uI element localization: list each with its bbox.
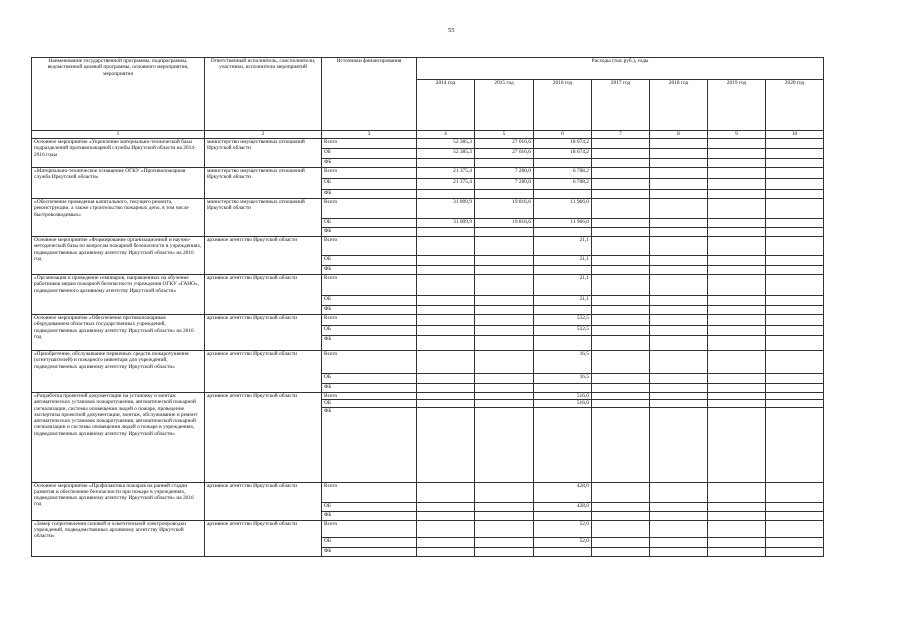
amount-y2016: 6 708,2	[534, 168, 592, 179]
funding-source: ФБ	[322, 511, 417, 520]
amount-empty	[650, 159, 708, 168]
funding-source: ОБ	[322, 502, 417, 511]
amount-y2014	[417, 326, 475, 336]
funding-source: ФБ	[322, 266, 417, 275]
header-expenses: Расходы (тыс.руб.), годы	[417, 58, 824, 80]
amount-empty	[708, 168, 766, 179]
amount-y2015	[475, 393, 534, 400]
amount-empty	[766, 168, 824, 179]
funding-source: ОБ	[322, 537, 417, 547]
amount-y2015	[475, 520, 534, 537]
amount-empty	[766, 296, 824, 306]
amount-empty	[650, 336, 708, 351]
header-executor: Ответственный исполнитель, соисполнители, участники, исполнители мероприятий	[205, 58, 322, 131]
amount-empty	[708, 228, 766, 237]
amount-y2014	[417, 256, 475, 266]
amount-y2015	[475, 296, 534, 306]
funding-source: Всего	[322, 351, 417, 374]
amount-empty	[592, 520, 650, 537]
amount-empty	[708, 400, 766, 407]
funding-source: ОБ	[322, 400, 417, 407]
amount-y2015	[475, 190, 534, 199]
amount-y2014	[417, 384, 475, 393]
amount-y2016: 16,5	[534, 351, 592, 374]
amount-empty	[592, 275, 650, 296]
header-year: 2014 год	[417, 80, 475, 131]
amount-empty	[766, 520, 824, 537]
amount-empty	[650, 266, 708, 275]
funding-source: ОБ	[322, 149, 417, 159]
amount-y2016: 52,0	[534, 520, 592, 537]
amount-empty	[766, 179, 824, 190]
amount-y2015	[475, 237, 534, 256]
amount-y2016	[534, 407, 592, 482]
amount-empty	[650, 315, 708, 326]
funding-source: Всего	[322, 139, 417, 149]
measure-executor: министерство имущественных отношений Иркутской области	[205, 139, 322, 168]
amount-y2015: 27 016,6	[475, 149, 534, 159]
amount-empty	[708, 547, 766, 556]
amount-y2016: 532,5	[534, 326, 592, 336]
table-row	[32, 393, 824, 400]
budget-table	[31, 57, 824, 557]
amount-empty	[592, 511, 650, 520]
amount-y2014	[417, 351, 475, 374]
amount-empty	[650, 374, 708, 384]
amount-y2015: 27 016,6	[475, 139, 534, 149]
header-year: 2016 год	[534, 80, 592, 131]
amount-y2014	[417, 315, 475, 326]
amount-empty	[708, 199, 766, 219]
amount-empty	[650, 520, 708, 537]
amount-empty	[766, 315, 824, 326]
amount-empty	[708, 139, 766, 149]
column-number: 9	[708, 131, 766, 139]
amount-empty	[592, 482, 650, 502]
amount-y2016: 16,5	[534, 374, 592, 384]
funding-source: ОБ	[322, 296, 417, 306]
amount-empty	[708, 502, 766, 511]
amount-empty	[766, 537, 824, 547]
measure-name: «Обеспечение проведения капитального, текущего ремонта, реконструкции, а также строительство пожарных депо, в том числе быстровозводимых»	[32, 199, 205, 237]
column-number: 7	[592, 131, 650, 139]
amount-y2016	[534, 228, 592, 237]
funding-source: ФБ	[322, 384, 417, 393]
table-row	[32, 482, 824, 502]
amount-empty	[766, 336, 824, 351]
funding-source: ФБ	[322, 407, 417, 482]
measure-name: Основное мероприятие «Формирование организационной и научно-методической базы по вопросам пожарной безопасности в учреждениях, подведомственных архивному агентству Иркутской области» на 2016 год	[32, 237, 205, 275]
column-number: 2	[205, 131, 322, 139]
amount-empty	[708, 306, 766, 315]
measure-name: Основное мероприятие «Укрепление материально-технической базы подразделений противопожарной службы Иркутской области на 2014-2016 годы	[32, 139, 205, 168]
amount-y2016: 18 674,2	[534, 139, 592, 149]
funding-source: ФБ	[322, 306, 417, 315]
amount-y2016	[534, 336, 592, 351]
table-row	[32, 351, 824, 374]
amount-empty	[650, 219, 708, 228]
amount-empty	[766, 237, 824, 256]
amount-empty	[766, 190, 824, 199]
amount-empty	[708, 219, 766, 228]
amount-y2015	[475, 336, 534, 351]
amount-empty	[766, 326, 824, 336]
amount-y2014	[417, 228, 475, 237]
amount-empty	[592, 407, 650, 482]
measure-executor: архивное агентство Иркутской области	[205, 482, 322, 520]
amount-empty	[592, 159, 650, 168]
amount-empty	[592, 400, 650, 407]
amount-y2015	[475, 159, 534, 168]
header-year: 2017 год	[592, 80, 650, 131]
amount-empty	[708, 159, 766, 168]
amount-empty	[592, 384, 650, 393]
measure-executor: министерство имущественных отношений Иркутской области	[205, 168, 322, 199]
amount-y2016	[534, 190, 592, 199]
amount-empty	[708, 374, 766, 384]
amount-empty	[650, 190, 708, 199]
amount-y2015	[475, 400, 534, 407]
amount-y2015	[475, 315, 534, 326]
amount-y2014	[417, 306, 475, 315]
amount-empty	[708, 537, 766, 547]
amount-empty	[650, 537, 708, 547]
amount-y2015	[475, 384, 534, 393]
funding-source: ОБ	[322, 256, 417, 266]
measure-name: Основное мероприятие «Обеспечение противопожарным оборудованием областных государственных учреждений, подведомственных архивному агентству Иркутской области» на 2016 год	[32, 315, 205, 351]
funding-source: Всего	[322, 393, 417, 400]
amount-empty	[766, 275, 824, 296]
table-row	[32, 520, 824, 537]
amount-empty	[650, 400, 708, 407]
funding-source: Всего	[322, 482, 417, 502]
amount-empty	[708, 266, 766, 275]
amount-empty	[766, 159, 824, 168]
amount-y2016	[534, 266, 592, 275]
funding-source: ОБ	[322, 179, 417, 190]
amount-y2014: 52 385,3	[417, 149, 475, 159]
column-number: 3	[322, 131, 417, 139]
amount-empty	[592, 168, 650, 179]
amount-empty	[708, 275, 766, 296]
amount-y2015: 7 200,0	[475, 179, 534, 190]
measure-name: «Материально-техническое оснащение ОГКУ «Противопожарная служба Иркутской области»	[32, 168, 205, 199]
amount-y2015	[475, 256, 534, 266]
amount-y2015	[475, 547, 534, 556]
amount-empty	[592, 393, 650, 400]
amount-empty	[592, 199, 650, 219]
funding-source: ФБ	[322, 336, 417, 351]
amount-empty	[592, 537, 650, 547]
amount-y2014	[417, 511, 475, 520]
amount-y2016: 52,0	[534, 537, 592, 547]
amount-empty	[708, 393, 766, 400]
amount-y2016: 18 674,2	[534, 149, 592, 159]
amount-y2014	[417, 547, 475, 556]
amount-empty	[708, 149, 766, 159]
amount-empty	[708, 520, 766, 537]
funding-source: Всего	[322, 237, 417, 256]
amount-empty	[592, 326, 650, 336]
amount-empty	[766, 139, 824, 149]
amount-empty	[766, 547, 824, 556]
amount-y2016: 21,1	[534, 275, 592, 296]
amount-y2014	[417, 393, 475, 400]
amount-empty	[650, 275, 708, 296]
amount-empty	[592, 336, 650, 351]
amount-empty	[766, 400, 824, 407]
amount-empty	[650, 393, 708, 400]
amount-empty	[650, 228, 708, 237]
header-name: Наименование государственной программы, подпрограммы, ведомственной целевой программы, основного мероприятия, мероприятия	[32, 58, 205, 131]
column-number: 5	[475, 131, 534, 139]
amount-empty	[650, 256, 708, 266]
amount-empty	[766, 256, 824, 266]
amount-empty	[708, 179, 766, 190]
measure-executor: архивное агентство Иркутской области	[205, 351, 322, 393]
amount-y2014	[417, 520, 475, 537]
funding-source: ОБ	[322, 219, 417, 228]
amount-y2014	[417, 336, 475, 351]
amount-empty	[766, 482, 824, 502]
amount-empty	[650, 384, 708, 393]
amount-empty	[708, 315, 766, 326]
amount-y2015: 7 200,0	[475, 168, 534, 179]
amount-empty	[650, 168, 708, 179]
table-row	[32, 237, 824, 256]
amount-y2016: 21,1	[534, 296, 592, 306]
table-row	[32, 139, 824, 149]
amount-y2016: 21,1	[534, 237, 592, 256]
header-year: 2020 год	[766, 80, 824, 131]
amount-y2014	[417, 502, 475, 511]
amount-y2014	[417, 400, 475, 407]
table-row	[32, 199, 824, 219]
amount-y2014: 31 009,9	[417, 219, 475, 228]
header-year: 2015 год	[475, 80, 534, 131]
amount-y2014: 21 375,4	[417, 168, 475, 179]
amount-empty	[766, 219, 824, 228]
amount-y2016: 11 966,0	[534, 219, 592, 228]
amount-empty	[708, 296, 766, 306]
amount-empty	[592, 190, 650, 199]
header-year: 2019 год	[708, 80, 766, 131]
amount-empty	[766, 374, 824, 384]
amount-empty	[650, 326, 708, 336]
amount-y2016: 516,0	[534, 400, 592, 407]
amount-y2015	[475, 228, 534, 237]
amount-empty	[592, 139, 650, 149]
amount-y2016: 428,0	[534, 502, 592, 511]
amount-y2015	[475, 482, 534, 502]
header-year: 2018 год	[650, 80, 708, 131]
amount-empty	[766, 199, 824, 219]
amount-y2015	[475, 374, 534, 384]
amount-empty	[592, 219, 650, 228]
amount-y2014	[417, 482, 475, 502]
amount-empty	[708, 351, 766, 374]
amount-empty	[592, 306, 650, 315]
amount-y2014	[417, 296, 475, 306]
funding-source: Всего	[322, 315, 417, 326]
amount-y2015: 19 816,6	[475, 219, 534, 228]
measure-name: «Организация и проведение семинаров, направленных на обучение работников мерам пожарной безопасности учреждения ОГКУ «ГАНО», подведомственного архивному агентству Иркутской области»	[32, 275, 205, 315]
amount-empty	[650, 511, 708, 520]
amount-empty	[592, 315, 650, 326]
measure-name: «Разработка проектной документации на установку и монтаж автоматических установок пожаротушения, автоматической пожарной сигнализации, системы оповещения людей о пожаре, проведение экспертизы проектной документации, монтаж, обслуживание и ремонт автоматических установок пожаротушения, автоматической пожарной сигнализации и системы оповещения людей о пожаре в учреждениях, подведомственных архивному агентству Иркутской области»	[32, 393, 205, 483]
page-number: 55	[448, 27, 455, 34]
amount-empty	[766, 149, 824, 159]
amount-y2015	[475, 502, 534, 511]
table-row	[32, 168, 824, 179]
amount-y2014	[417, 537, 475, 547]
amount-y2015: 19 816,6	[475, 199, 534, 219]
funding-source: ОБ	[322, 374, 417, 384]
amount-y2014	[417, 159, 475, 168]
amount-empty	[766, 407, 824, 482]
column-number: 4	[417, 131, 475, 139]
table-row	[32, 315, 824, 326]
amount-y2014	[417, 237, 475, 256]
amount-y2016: 532,5	[534, 315, 592, 326]
measure-executor: архивное агентство Иркутской области	[205, 393, 322, 483]
amount-empty	[650, 237, 708, 256]
amount-empty	[766, 384, 824, 393]
amount-empty	[766, 511, 824, 520]
measure-name: «Приобретение, обслуживание первичных средств пожаротушения (огнетушителей) и пожарного инвентаря для учреждений, подведомственных архивному агентству Иркутской области»	[32, 351, 205, 393]
funding-source: ФБ	[322, 228, 417, 237]
amount-y2016: 428,0	[534, 482, 592, 502]
amount-empty	[766, 228, 824, 237]
amount-empty	[708, 482, 766, 502]
amount-empty	[650, 407, 708, 482]
amount-empty	[592, 547, 650, 556]
amount-empty	[708, 384, 766, 393]
measure-name: «Замер сопротивления силовой и осветительной электропроводки учреждений, подведомственных архивному агентству Иркутской области»	[32, 520, 205, 556]
funding-source: ФБ	[322, 159, 417, 168]
funding-source: ОБ	[322, 326, 417, 336]
amount-y2015	[475, 326, 534, 336]
column-number: 10	[766, 131, 824, 139]
amount-y2014	[417, 190, 475, 199]
funding-source: ФБ	[322, 547, 417, 556]
amount-y2015	[475, 306, 534, 315]
amount-y2016	[534, 159, 592, 168]
amount-y2016: 11 966,0	[534, 199, 592, 219]
amount-empty	[592, 228, 650, 237]
amount-empty	[650, 502, 708, 511]
funding-source: ФБ	[322, 190, 417, 199]
amount-empty	[766, 351, 824, 374]
measure-executor: архивное агентство Иркутской области	[205, 275, 322, 315]
header-source: Источники финансирования	[322, 58, 417, 131]
amount-y2016	[534, 547, 592, 556]
amount-empty	[592, 237, 650, 256]
amount-empty	[650, 547, 708, 556]
measure-executor: архивное агентство Иркутской области	[205, 315, 322, 351]
amount-empty	[708, 326, 766, 336]
funding-source: Всего	[322, 168, 417, 179]
amount-y2016: 6 708,2	[534, 179, 592, 190]
amount-empty	[766, 306, 824, 315]
column-number: 1	[32, 131, 205, 139]
amount-y2014	[417, 266, 475, 275]
measure-executor: министерство имущественных отношений Иркутской области	[205, 199, 322, 237]
funding-source: Всего	[322, 520, 417, 537]
amount-empty	[592, 266, 650, 275]
amount-empty	[592, 296, 650, 306]
funding-source: Всего	[322, 199, 417, 219]
amount-y2014	[417, 275, 475, 296]
amount-empty	[650, 482, 708, 502]
amount-empty	[650, 149, 708, 159]
amount-y2015	[475, 351, 534, 374]
amount-y2016	[534, 384, 592, 393]
amount-empty	[766, 266, 824, 275]
amount-y2014: 21 375,4	[417, 179, 475, 190]
amount-empty	[592, 149, 650, 159]
amount-empty	[708, 407, 766, 482]
amount-empty	[592, 179, 650, 190]
amount-y2014: 31 009,9	[417, 199, 475, 219]
amount-empty	[708, 256, 766, 266]
amount-y2016: 516,0	[534, 393, 592, 400]
amount-empty	[650, 139, 708, 149]
amount-y2014	[417, 374, 475, 384]
amount-empty	[708, 237, 766, 256]
amount-empty	[708, 511, 766, 520]
amount-empty	[708, 190, 766, 199]
amount-empty	[708, 336, 766, 351]
amount-y2015	[475, 275, 534, 296]
amount-y2016: 21,1	[534, 256, 592, 266]
measure-executor: архивное агентство Иркутской области	[205, 520, 322, 556]
amount-empty	[650, 351, 708, 374]
amount-empty	[592, 256, 650, 266]
amount-y2015	[475, 266, 534, 275]
amount-empty	[592, 502, 650, 511]
table-row	[32, 275, 824, 296]
amount-y2014: 52 385,3	[417, 139, 475, 149]
amount-y2014	[417, 407, 475, 482]
amount-y2016	[534, 306, 592, 315]
amount-y2015	[475, 511, 534, 520]
column-number: 6	[534, 131, 592, 139]
amount-empty	[650, 306, 708, 315]
amount-empty	[650, 199, 708, 219]
amount-empty	[766, 502, 824, 511]
amount-empty	[592, 374, 650, 384]
amount-empty	[650, 179, 708, 190]
measure-executor: архивное агентство Иркутской области	[205, 237, 322, 275]
amount-empty	[766, 393, 824, 400]
measure-name: Основное мероприятие «Профилактика пожаров на ранней стадии развития и обеспечение безопасности при пожаре в учреждениях, подведомственных архивному агентству Иркутской области» на 2016 год	[32, 482, 205, 520]
funding-source: Всего	[322, 275, 417, 296]
amount-y2015	[475, 407, 534, 482]
amount-empty	[592, 351, 650, 374]
amount-empty	[650, 296, 708, 306]
amount-y2015	[475, 537, 534, 547]
column-number: 8	[650, 131, 708, 139]
amount-y2016	[534, 511, 592, 520]
